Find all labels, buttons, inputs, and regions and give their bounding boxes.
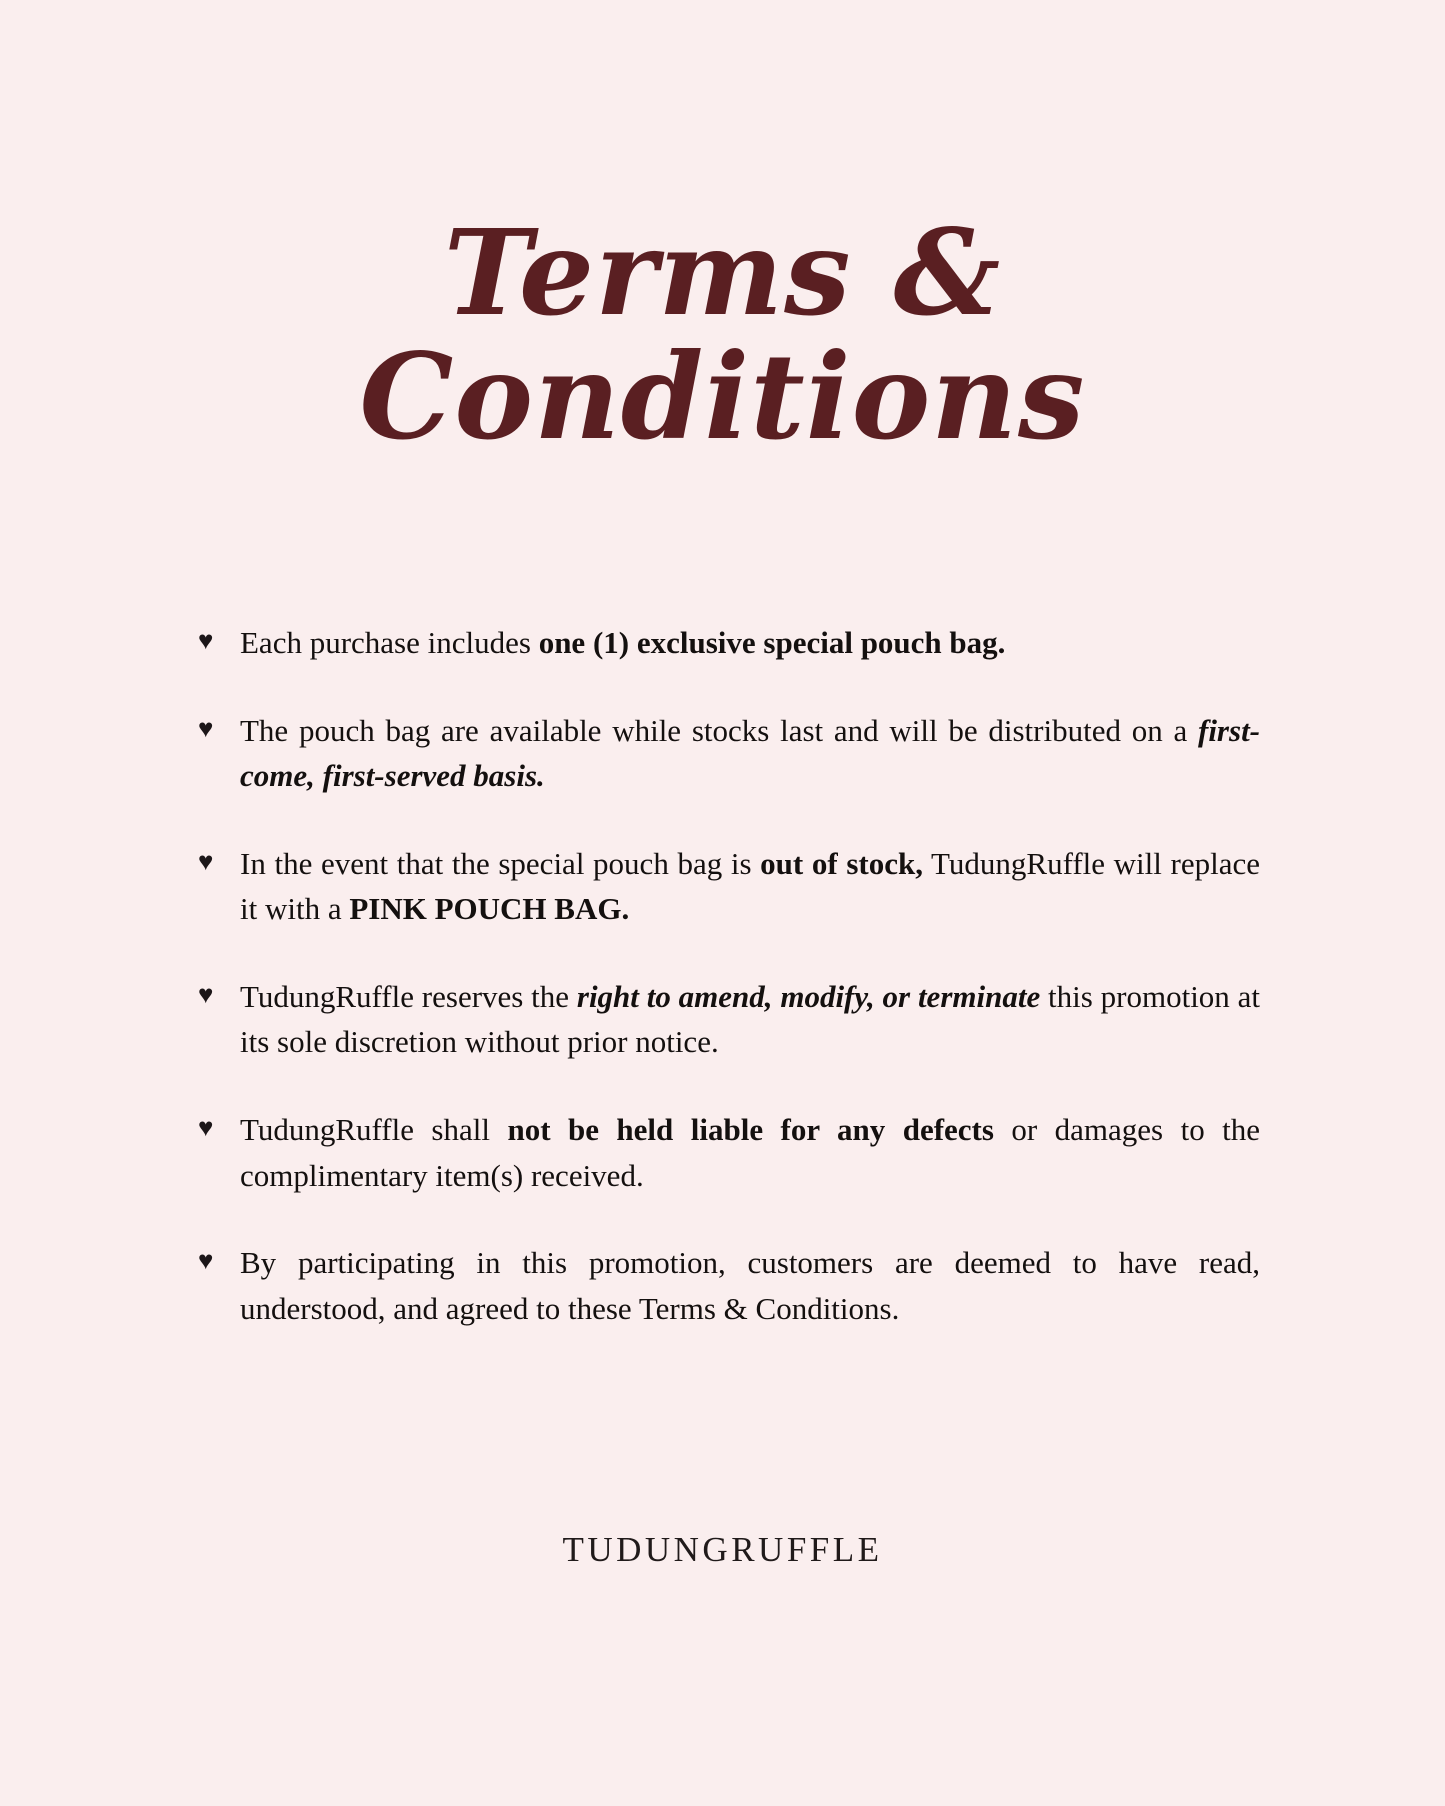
page-title xyxy=(0,0,1445,466)
term-text: By participating in this promotion, customers are deemed to have read, understood, and agreed to these Terms & Conditions. xyxy=(240,1245,1260,1326)
heart-icon: ♥ xyxy=(198,846,214,876)
term-text: TudungRuffle shall not be held liable for any defects or damages to the complimentary item(s) received. xyxy=(240,1111,1261,1193)
list-item xyxy=(198,1240,1260,1331)
heart-icon: ♥ xyxy=(198,626,214,655)
heart-icon: ♥ xyxy=(198,713,214,743)
brand-footer: TUDUNGRUFFLE xyxy=(562,1530,883,1569)
list-item xyxy=(198,620,1260,666)
term-text: Each purchase includes one (1) exclusive special pouch bag. xyxy=(240,625,1006,660)
heart-icon: ♥ xyxy=(198,1246,214,1276)
list-item xyxy=(198,974,1260,1065)
term-text: TudungRuffle reserves the right to amend, modify, or terminate this promotion at its sole discretion without prior notice. xyxy=(240,978,1260,1060)
title-line-one: Terms & xyxy=(443,203,1002,342)
terms-list xyxy=(198,620,1260,1373)
term-text: In the event that the special pouch bag is out of stock, TudungRuffle will replace it with a PINK POUCH BAG. xyxy=(240,845,1260,927)
list-item xyxy=(198,841,1260,932)
list-item xyxy=(198,1107,1260,1198)
heart-icon: ♥ xyxy=(198,979,214,1009)
title-line-two: Conditions xyxy=(359,326,1086,466)
term-text: The pouch bag are available while stocks last and will be distributed on a first-come, first-served basis. xyxy=(240,712,1260,794)
heart-icon: ♥ xyxy=(198,1112,214,1142)
list-item xyxy=(198,708,1260,799)
